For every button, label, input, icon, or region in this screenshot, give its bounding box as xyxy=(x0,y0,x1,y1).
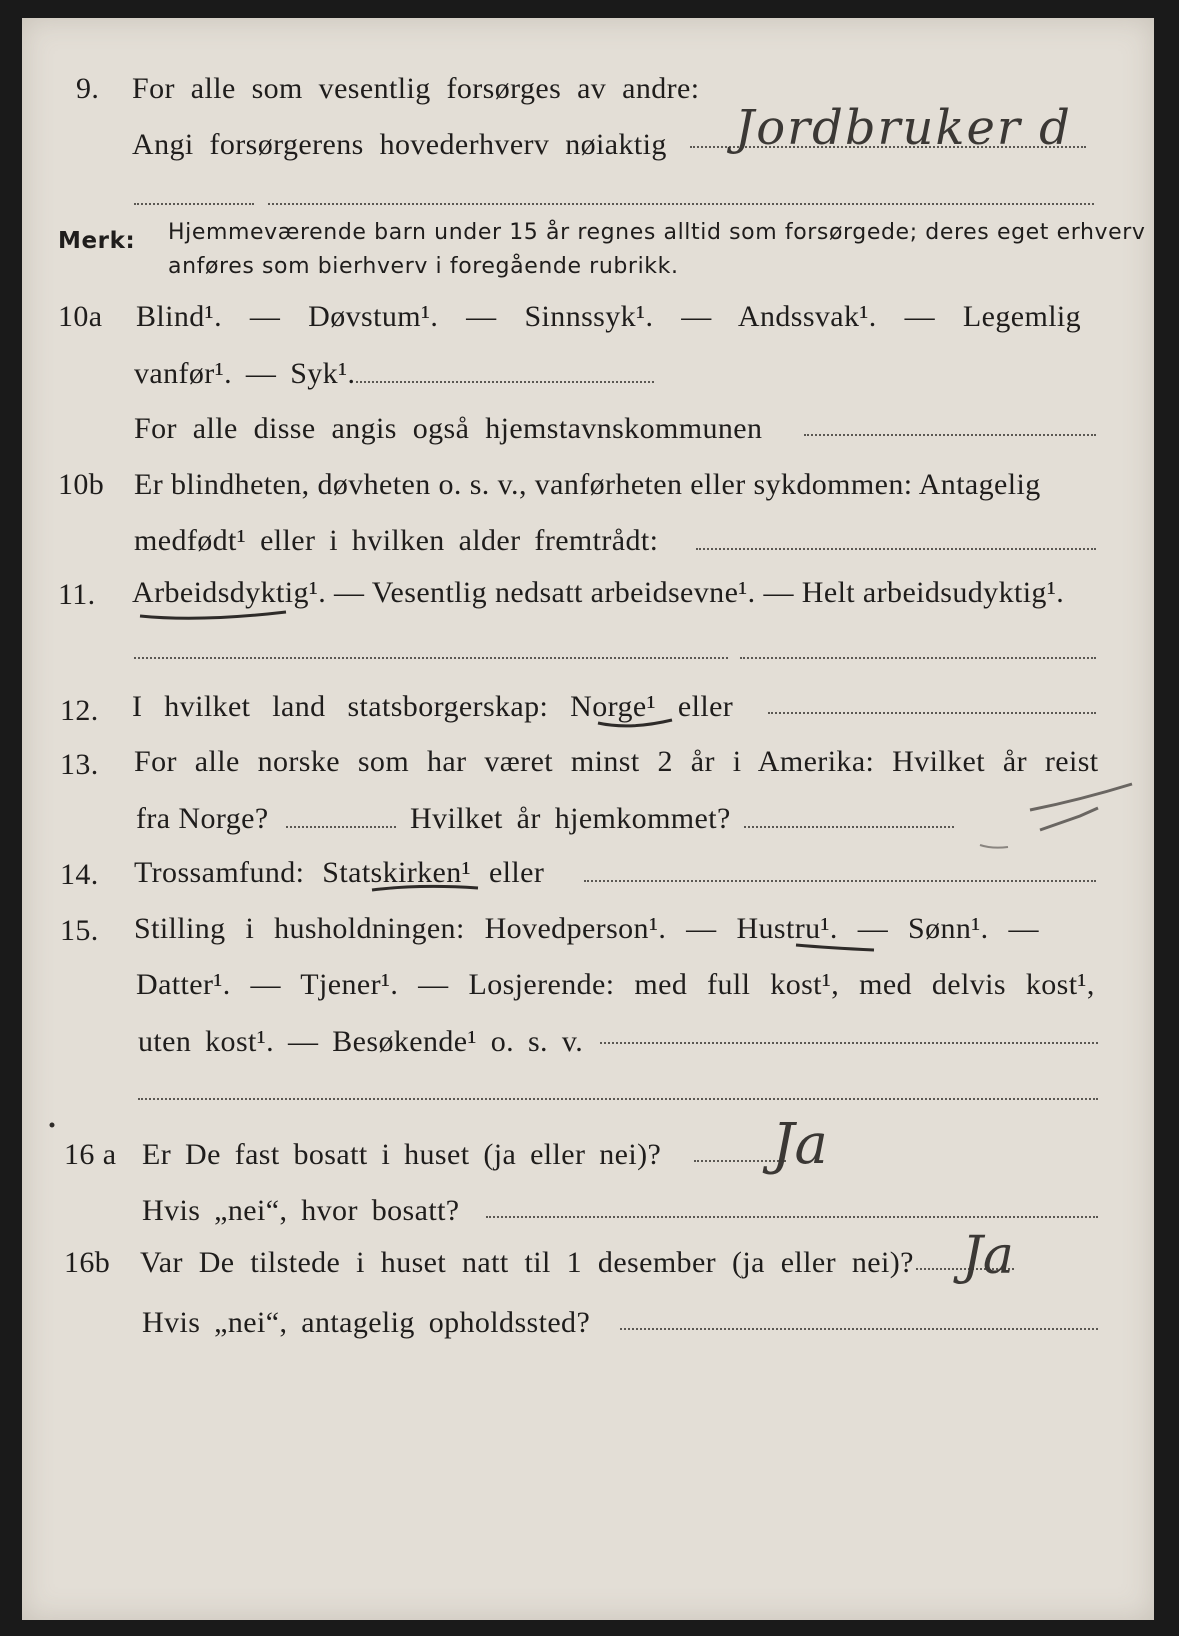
item-number: 12. xyxy=(60,694,99,727)
item-number: 9. xyxy=(76,72,100,105)
question-text: For alle som vesentlig forsørges av andre: xyxy=(132,72,700,105)
item-number: 16 a xyxy=(64,1138,117,1171)
ink-smudge xyxy=(980,845,1008,848)
item-number: 16b xyxy=(64,1246,111,1279)
item-number: 14. xyxy=(60,858,99,891)
question-text: uten kost¹. — Besøkende¹ o. s. v. xyxy=(138,1025,584,1058)
handwritten-answer: Ja xyxy=(772,1112,828,1177)
item-number: 10a xyxy=(58,300,103,333)
question-text: fra Norge? xyxy=(136,802,269,835)
underline-mark xyxy=(140,612,286,618)
question-text: Er De fast bosatt i huset (ja eller nei)? xyxy=(142,1138,662,1171)
ink-dot xyxy=(50,1123,55,1128)
question-text: medfødt¹ eller i hvilken alder fremtrådt: xyxy=(134,524,659,557)
handwritten-answer: Ja xyxy=(962,1226,1014,1286)
question-text: Blind¹. — Døvstum¹. — Sinnssyk¹. — Andssvak¹. — Legemlig xyxy=(136,300,1082,333)
ink-smudge xyxy=(1030,784,1132,830)
question-text: For alle disse angis også hjemstavnskommunen xyxy=(134,412,763,445)
item-number: 13. xyxy=(60,748,99,781)
underline-mark xyxy=(372,886,478,890)
underline-mark xyxy=(796,945,874,950)
question-text: Hvilket år hjemkommet? xyxy=(410,802,731,835)
question-text: Hvis „nei“, hvor bosatt? xyxy=(142,1194,460,1227)
item-number: 11. xyxy=(58,578,96,611)
question-text: Er blindheten, døvheten o. s. v., vanførheten eller sykdommen: Antagelig xyxy=(134,468,1041,501)
underline-mark xyxy=(598,720,672,726)
item-number: 15. xyxy=(60,914,99,947)
note-text: Hjemmeværende barn under 15 år regnes alltid som forsørgede; deres eget erhverv xyxy=(168,220,1146,245)
question-text: Angi forsørgerens hovederhverv nøiaktig xyxy=(132,128,667,161)
question-text: Trossamfund: Statskirken¹ eller xyxy=(134,856,545,889)
item-number: 10b xyxy=(58,468,105,501)
question-text: vanfør¹. — Syk¹. xyxy=(134,357,356,390)
handwritten-answer: Jordbruker d xyxy=(735,100,1072,156)
question-text: Var De tilstede i huset natt til 1 desember (ja eller nei)? xyxy=(140,1246,914,1279)
note-text: anføres som bierhverv i foregående rubrikk. xyxy=(168,254,679,279)
question-text: Hvis „nei“, antagelig opholdssted? xyxy=(142,1306,591,1339)
question-text: Stilling i husholdningen: Hovedperson¹. — Hustru¹. — Sønn¹. — xyxy=(134,912,1039,945)
note-label: Merk: xyxy=(58,228,136,254)
question-text: I hvilket land statsborgerskap: Norge¹ eller xyxy=(132,690,734,723)
question-text: For alle norske som har været minst 2 år i Amerika: Hvilket år reist xyxy=(134,745,1099,778)
question-text: Arbeidsdyktig¹. — Vesentlig nedsatt arbeidsevne¹. — Helt arbeidsudyktig¹. xyxy=(132,576,1065,609)
question-text: Datter¹. — Tjener¹. — Losjerende: med full kost¹, med delvis kost¹, xyxy=(136,968,1095,1001)
